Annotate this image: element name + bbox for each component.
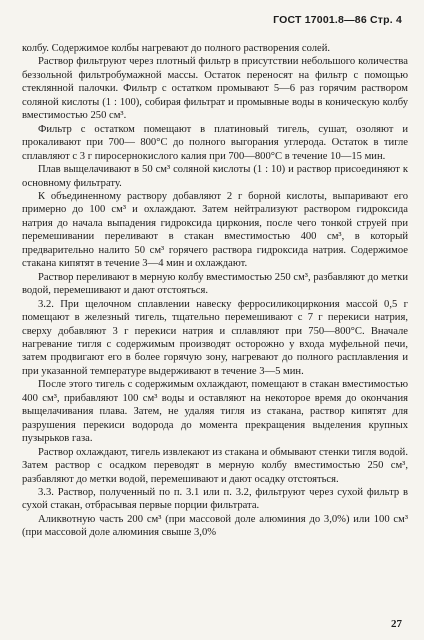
paragraph: Аликвотную часть 200 см³ (при массовой доле алюминия до 3,0%) или 100 см³ (при массовой доле алюминия свыше 3,0% [22, 513, 408, 539]
page-number: 27 [391, 618, 402, 630]
paragraph: Раствор фильтруют через плотный фильтр в присутствии небольшого количества беззольной фильтробумажной массы. Остаток переносят на фильтр с помощью стеклянной палочки. Фильтр с остатком промывают 5—6 раз горячим раствором соляной кислоты (1 : 100), собирая фильтрат и промывные воды в коническую колбу вместимостью 250 см³. [22, 56, 408, 122]
paragraph: колбу. Содержимое колбы нагревают до полного растворения солей. [22, 43, 331, 54]
paragraph: Раствор охлаждают, тигель извлекают из стакана и обмывают стенки тигля водой. Затем раствор с осадком переводят в мерную колбу вместимостью 250 см³, разбавляют до метки водой, перемешивают и дают осадку отстояться. [22, 446, 408, 485]
document-body [22, 42, 408, 540]
page-header: ГОСТ 17001.8—86 Стр. 4 [273, 14, 402, 26]
paragraph: 3.2. При щелочном сплавлении навеску ферросиликоциркония массой 0,5 г помещают в железный тигель, тщательно перемешивают с 7 г перекиси натрия, сверху добавляют 3 г перекиси натрия и сплавляют при 750—800°С. Вначале нагревание тигля с содержимым производят осторожно у входа муфельной печи, затем продвигают его в более горячую зону, нагревают до полного расплавления и при указанной температуре выдерживают в течение 3—5 мин. [22, 298, 408, 377]
paragraph: К объединенному раствору добавляют 2 г борной кислоты, выпаривают его примерно до 100 см³ и охлаждают. Затем нейтрализуют раствором гидроксида натрия до начала выпадения гидроксида циркония, после чего тонкой струей при перемешивании переливают в стакан вместимостью 400 см³, в который предварительно налито 50 см³ горячего раствора гидроксида натрия. Содержимое стакана кипятят в течение 3—4 мин и охлаждают. [22, 190, 408, 270]
paragraph: Раствор переливают в мерную колбу вместимостью 250 см³, разбавляют до метки водой, перемешивают и дают отстояться. [22, 271, 408, 297]
paragraph: После этого тигель с содержимым охлаждают, помещают в стакан вместимостью 400 см³, прибавляют 100 см³ воды и оставляют на некоторое время до окончания выщелачивания плава. Затем, не удаляя тигля из стакана, раствор кипятят для разрушения перекиси водорода до момента прекращения выделения крупных пузырьков газа. [22, 379, 408, 445]
paragraph: Фильтр с остатком помещают в платиновый тигель, сушат, озоляют и прокаливают при 700— 800°С до полного выгорания углерода. Остаток в тигле сплавляют с 3 г пиросернокислого калия при 700—800°С в течение 10—15 мин. [22, 123, 408, 162]
paragraph: 3.3. Раствор, полученный по п. 3.1 или п. 3.2, фильтруют через сухой фильтр в сухой стакан, отбрасывая первые порции фильтрата. [22, 486, 408, 512]
paragraph: Плав выщелачивают в 50 см³ соляной кислоты (1 : 10) и раствор присоединяют к основному фильтрату. [22, 164, 408, 189]
